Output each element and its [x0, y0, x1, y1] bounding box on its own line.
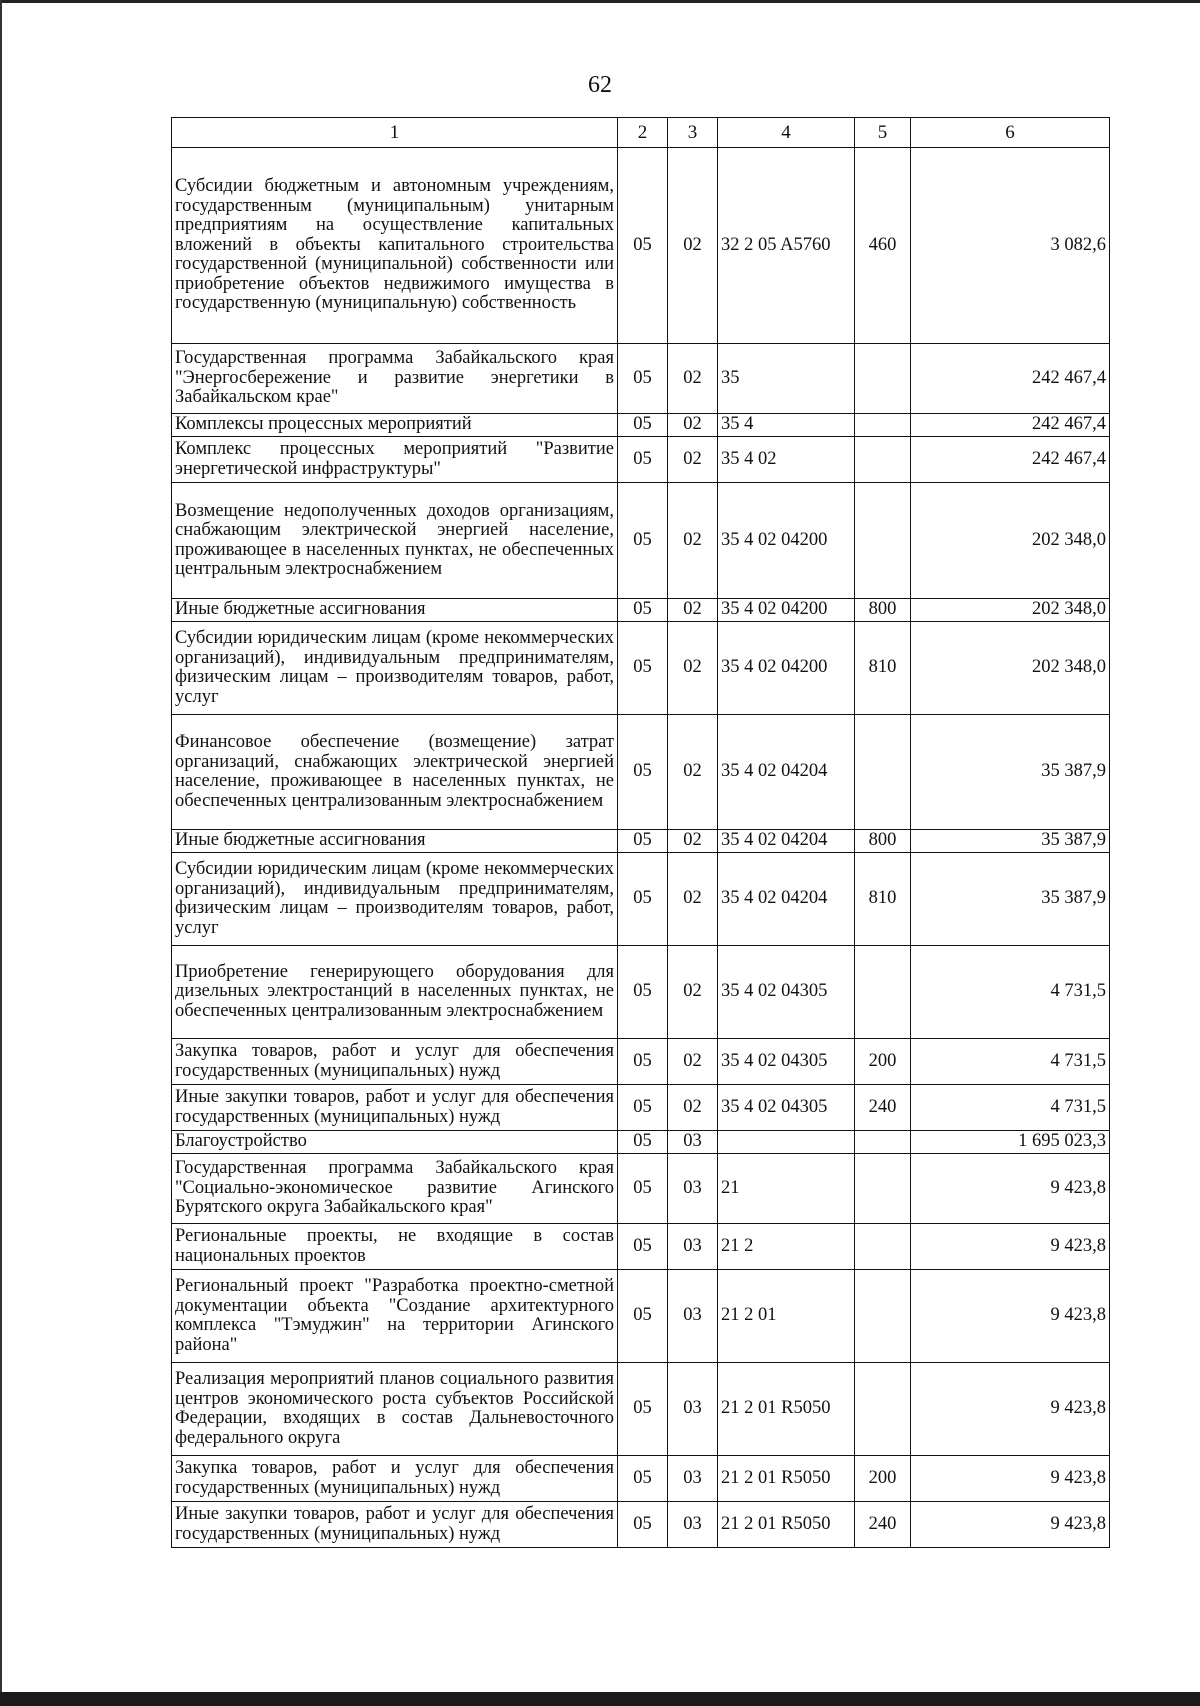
row-amount: 9 423,8: [911, 1502, 1110, 1548]
header-col-4: 4: [718, 118, 855, 148]
row-amount: 9 423,8: [911, 1456, 1110, 1502]
row-subsection-code: 03: [668, 1502, 718, 1548]
row-amount: 3 082,6: [911, 148, 1110, 344]
row-amount: 4 731,5: [911, 946, 1110, 1039]
row-target-article-code: [718, 1131, 855, 1154]
table-row: [172, 830, 1110, 853]
row-amount: 9 423,8: [911, 1154, 1110, 1224]
row-target-article-code: 35: [718, 344, 855, 414]
row-section-code: 05: [618, 437, 668, 483]
row-section-code: 05: [618, 1085, 668, 1131]
row-expense-type-code: 240: [855, 1085, 911, 1131]
header-col-6: 6: [911, 118, 1110, 148]
row-amount: 4 731,5: [911, 1039, 1110, 1085]
row-section-code: 05: [618, 1039, 668, 1085]
row-subsection-code: 02: [668, 437, 718, 483]
header-col-3: 3: [668, 118, 718, 148]
row-subsection-code: 02: [668, 622, 718, 715]
row-subsection-code: 02: [668, 715, 718, 830]
row-target-article-code: 35 4 02 04200: [718, 483, 855, 599]
row-amount: 35 387,9: [911, 715, 1110, 830]
row-expense-type-code: 240: [855, 1502, 911, 1548]
row-target-article-code: 35 4 02: [718, 437, 855, 483]
row-expense-type-code: [855, 1363, 911, 1456]
row-amount: 4 731,5: [911, 1085, 1110, 1131]
row-amount: 242 467,4: [911, 344, 1110, 414]
row-amount: 9 423,8: [911, 1363, 1110, 1456]
row-name: Закупка товаров, работ и услуг для обеспечения государственных (муниципальных) нужд: [172, 1456, 618, 1502]
row-amount: 35 387,9: [911, 830, 1110, 853]
row-name: Субсидии бюджетным и автономным учреждениям, государственным (муниципальным) унитарным предприятиям на осуществление капитальных вложений в объекты капитального строительства государственной (муниципальной) собственности или приобретение объектов недвижимого имущества в государственную (муниципальную) собственность: [172, 148, 618, 344]
row-amount: 202 348,0: [911, 483, 1110, 599]
row-amount: 202 348,0: [911, 599, 1110, 622]
row-target-article-code: 35 4: [718, 414, 855, 437]
left-scan-border: [0, 0, 2, 1692]
row-target-article-code: 35 4 02 04200: [718, 622, 855, 715]
top-scan-border: [0, 0, 1200, 3]
row-section-code: 05: [618, 1224, 668, 1270]
row-subsection-code: 02: [668, 414, 718, 437]
row-section-code: 05: [618, 1131, 668, 1154]
table-row: [172, 483, 1110, 599]
row-target-article-code: 21: [718, 1154, 855, 1224]
table-row: [172, 1363, 1110, 1456]
row-name: Субсидии юридическим лицам (кроме некоммерческих организаций), индивидуальным предпринимателям, физическим лицам – производителям товаров, работ, услуг: [172, 853, 618, 946]
row-name: Иные закупки товаров, работ и услуг для обеспечения государственных (муниципальных) нужд: [172, 1502, 618, 1548]
row-subsection-code: 02: [668, 1085, 718, 1131]
row-expense-type-code: [855, 344, 911, 414]
table-row: [172, 599, 1110, 622]
row-amount: 202 348,0: [911, 622, 1110, 715]
table-body: [172, 148, 1110, 1548]
row-name: Закупка товаров, работ и услуг для обеспечения государственных (муниципальных) нужд: [172, 1039, 618, 1085]
row-name: Региональный проект "Разработка проектно-сметной документации объекта "Создание архитектурного комплекса "Тэмуджин" на территории Агинского района": [172, 1270, 618, 1363]
row-section-code: 05: [618, 715, 668, 830]
row-expense-type-code: 810: [855, 853, 911, 946]
row-name: Государственная программа Забайкальского края "Энергосбережение и развитие энергетики в Забайкальском крае": [172, 344, 618, 414]
table-row: [172, 946, 1110, 1039]
row-name: Иные бюджетные ассигнования: [172, 830, 618, 853]
row-target-article-code: 21 2 01 R5050: [718, 1363, 855, 1456]
table-row: [172, 344, 1110, 414]
row-subsection-code: 03: [668, 1270, 718, 1363]
table-row: [172, 622, 1110, 715]
row-subsection-code: 02: [668, 599, 718, 622]
row-expense-type-code: 810: [855, 622, 911, 715]
row-target-article-code: 21 2 01: [718, 1270, 855, 1363]
row-target-article-code: 21 2 01 R5050: [718, 1502, 855, 1548]
row-expense-type-code: [855, 1154, 911, 1224]
row-expense-type-code: [855, 715, 911, 830]
bottom-scan-border: [0, 1692, 1200, 1706]
row-expense-type-code: [855, 1131, 911, 1154]
row-amount: 242 467,4: [911, 414, 1110, 437]
header-col-2: 2: [618, 118, 668, 148]
row-expense-type-code: [855, 414, 911, 437]
row-subsection-code: 02: [668, 946, 718, 1039]
row-subsection-code: 02: [668, 148, 718, 344]
row-target-article-code: 35 4 02 04305: [718, 946, 855, 1039]
row-subsection-code: 03: [668, 1131, 718, 1154]
row-section-code: 05: [618, 1154, 668, 1224]
table-row: [172, 715, 1110, 830]
row-section-code: 05: [618, 830, 668, 853]
row-name: Субсидии юридическим лицам (кроме некоммерческих организаций), индивидуальным предпринимателям, физическим лицам – производителям товаров, работ, услуг: [172, 622, 618, 715]
row-subsection-code: 03: [668, 1154, 718, 1224]
row-name: Иные закупки товаров, работ и услуг для обеспечения государственных (муниципальных) нужд: [172, 1085, 618, 1131]
row-name: Возмещение недополученных доходов организациям, снабжающим электрической энергией население, проживающее в населенных пунктах, не обеспеченных центральным электроснабжением: [172, 483, 618, 599]
budget-table: [171, 117, 1110, 1548]
row-target-article-code: 35 4 02 04204: [718, 853, 855, 946]
row-expense-type-code: 800: [855, 599, 911, 622]
row-expense-type-code: 200: [855, 1456, 911, 1502]
row-name: Государственная программа Забайкальского края "Социально-экономическое развитие Агинского Бурятского округа Забайкальского края": [172, 1154, 618, 1224]
row-target-article-code: 35 4 02 04305: [718, 1039, 855, 1085]
table-row: [172, 1085, 1110, 1131]
row-target-article-code: 35 4 02 04305: [718, 1085, 855, 1131]
table-row: [172, 1502, 1110, 1548]
row-target-article-code: 21 2 01 R5050: [718, 1456, 855, 1502]
table-row: [172, 1270, 1110, 1363]
row-amount: 9 423,8: [911, 1270, 1110, 1363]
row-expense-type-code: [855, 1224, 911, 1270]
row-section-code: 05: [618, 1270, 668, 1363]
row-amount: 1 695 023,3: [911, 1131, 1110, 1154]
table-row: [172, 437, 1110, 483]
row-name: Региональные проекты, не входящие в состав национальных проектов: [172, 1224, 618, 1270]
table-row: [172, 1224, 1110, 1270]
row-target-article-code: 35 4 02 04204: [718, 830, 855, 853]
row-expense-type-code: 460: [855, 148, 911, 344]
row-expense-type-code: [855, 946, 911, 1039]
row-target-article-code: 35 4 02 04204: [718, 715, 855, 830]
row-section-code: 05: [618, 622, 668, 715]
row-expense-type-code: [855, 437, 911, 483]
row-target-article-code: 35 4 02 04200: [718, 599, 855, 622]
table-row: [172, 1131, 1110, 1154]
row-section-code: 05: [618, 599, 668, 622]
table-row: [172, 1039, 1110, 1085]
row-name: Реализация мероприятий планов социального развития центров экономического роста субъектов Российской Федерации, входящих в состав Дальневосточного федерального округа: [172, 1363, 618, 1456]
header-col-1: 1: [172, 118, 618, 148]
row-name: Финансовое обеспечение (возмещение) затрат организаций, снабжающих электрической энергией население, проживающее в населенных пунктах, не обеспеченных централизованным электроснабжением: [172, 715, 618, 830]
table-row: [172, 148, 1110, 344]
row-expense-type-code: [855, 483, 911, 599]
row-target-article-code: 32 2 05 A5760: [718, 148, 855, 344]
row-target-article-code: 21 2: [718, 1224, 855, 1270]
row-expense-type-code: [855, 1270, 911, 1363]
row-section-code: 05: [618, 1456, 668, 1502]
row-section-code: 05: [618, 414, 668, 437]
row-name: Благоустройство: [172, 1131, 618, 1154]
table-header-row: [172, 118, 1110, 148]
row-name: Комплекс процессных мероприятий "Развитие энергетической инфраструктуры": [172, 437, 618, 483]
row-section-code: 05: [618, 946, 668, 1039]
row-name: Приобретение генерирующего оборудования для дизельных электростанций в населенных пунктах, не обеспеченных централизованным электроснабжением: [172, 946, 618, 1039]
row-amount: 242 467,4: [911, 437, 1110, 483]
row-section-code: 05: [618, 148, 668, 344]
table-row: [172, 853, 1110, 946]
table-row: [172, 1456, 1110, 1502]
row-subsection-code: 02: [668, 344, 718, 414]
table-row: [172, 1154, 1110, 1224]
row-subsection-code: 02: [668, 853, 718, 946]
table-row: [172, 414, 1110, 437]
page-number: 62: [588, 72, 612, 98]
row-name: Иные бюджетные ассигнования: [172, 599, 618, 622]
row-subsection-code: 03: [668, 1456, 718, 1502]
header-col-5: 5: [855, 118, 911, 148]
row-section-code: 05: [618, 853, 668, 946]
row-subsection-code: 03: [668, 1363, 718, 1456]
row-section-code: 05: [618, 1363, 668, 1456]
row-subsection-code: 02: [668, 830, 718, 853]
row-subsection-code: 03: [668, 1224, 718, 1270]
row-section-code: 05: [618, 344, 668, 414]
row-amount: 9 423,8: [911, 1224, 1110, 1270]
row-name: Комплексы процессных мероприятий: [172, 414, 618, 437]
row-subsection-code: 02: [668, 483, 718, 599]
row-section-code: 05: [618, 483, 668, 599]
row-subsection-code: 02: [668, 1039, 718, 1085]
row-expense-type-code: 800: [855, 830, 911, 853]
row-section-code: 05: [618, 1502, 668, 1548]
row-expense-type-code: 200: [855, 1039, 911, 1085]
row-amount: 35 387,9: [911, 853, 1110, 946]
